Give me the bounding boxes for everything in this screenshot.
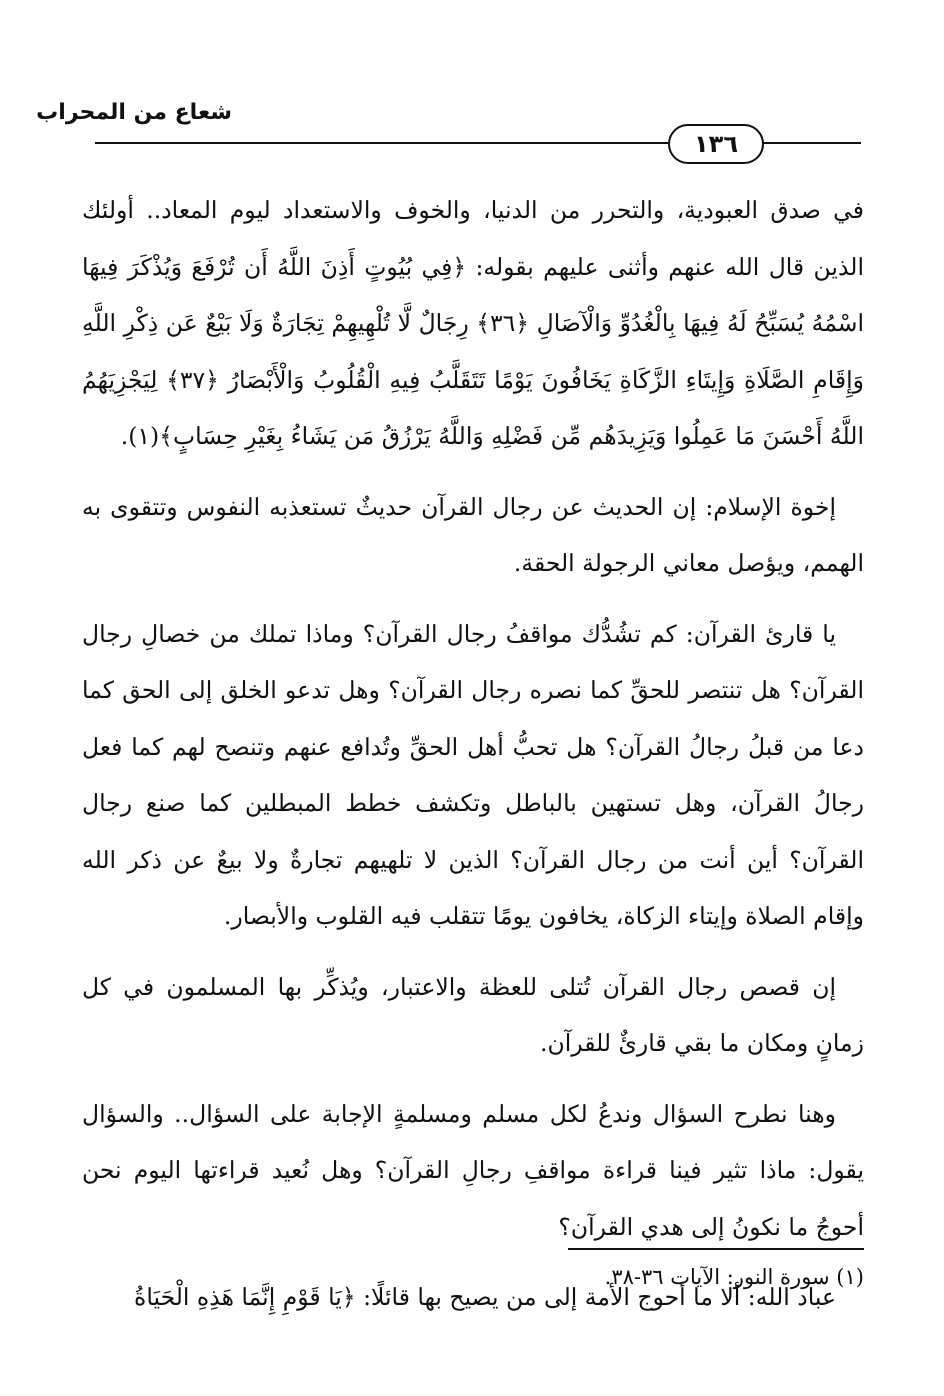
running-title: شعاع من المحراب	[36, 100, 232, 125]
paragraph-1-intro: في صدق العبودية، والتحرر من الدنيا، والخوف والاستعداد ليوم المعاد.. أولئك الذين قال الله عنهم وأثنى عليهم بقوله:	[82, 196, 864, 281]
footnote-reference: (١).	[120, 422, 160, 450]
paragraph-5: وهنا نطرح السؤال وندعُ لكل مسلم ومسلمةٍ الإجابة على السؤال.. والسؤال يقول: ماذا تثير فينا قراءة مواقفِ رجالِ القرآن؟ وهل نُعيد قراءتها اليوم نحن أحوجُ ما نكونُ إلى هدي القرآن؟	[82, 1099, 864, 1241]
body-text	[82, 182, 864, 1340]
page-number: ١٣٦	[668, 124, 764, 164]
quran-verse-quote: ﴿فِي بُيُوتٍ أَذِنَ اللَّهُ أَن تُرْفَعَ وَيُذْكَرَ فِيهَا اسْمُهُ يُسَبِّحُ لَهُ فِيهَا بِالْغُدُوِّ وَالْآصَالِ ﴿٣٦﴾ رِجَالٌ لَّا تُلْهِيهِمْ تِجَارَةٌ وَلَا بَيْعٌ عَن ذِكْرِ اللَّهِ وَإِقَامِ الصَّلَاةِ وَإِيتَاءِ الزَّكَاةِ يَخَافُونَ يَوْمًا تَتَقَلَّبُ فِيهِ الْقُلُوبُ وَالْأَبْصَارُ ﴿٣٧﴾ لِيَجْزِيَهُمُ اللَّهُ أَحْسَنَ مَا عَمِلُوا وَيَزِيدَهُم مِّن فَضْلِهِ وَاللَّهُ يَرْزُقُ مَن يَشَاءُ بِغَيْرِ حِسَابٍ﴾	[82, 252, 865, 450]
paragraph-2: إخوة الإسلام: إن الحديث عن رجال القرآن حديثٌ تستعذبه النفوس وتتقوى به الهمم، ويؤصل معاني الرجولة الحقة.	[82, 492, 864, 577]
paragraph-1	[82, 182, 864, 465]
paragraph-6-intro: عباد الله: ألا ما أحوج الأمة إلى من يصيح بها قائلًا:	[355, 1283, 836, 1311]
paragraph-4: إن قصص رجال القرآن تُتلى للعظة والاعتبار، ويُذكِّر بها المسلمون في كل زمانٍ ومكان ما بقي قارئٌ للقرآن.	[82, 972, 864, 1057]
quran-verse-quote-2: ﴿يَا قَوْمِ إِنَّمَا هَذِهِ الْحَيَاةُ	[134, 1283, 356, 1311]
footnote: (١) سورة النور: الآيات ٣٦-٣٨.	[604, 1265, 864, 1289]
paragraph-3: يا قارئ القرآن: كم تشُدُّك مواقفُ رجال القرآن؟ وماذا تملك من خصالِ رجال القرآن؟ هل تنتصر للحقِّ كما نصره رجال القرآن؟ وهل تدعو الخلق إلى الحق كما دعا من قبلُ رجالُ القرآن؟ هل تحبُّ أهل الحقِّ وتُدافع عنهم وتنصح لهم كما فعل رجالُ القرآن، وهل تستهين بالباطل وتكشف خطط المبطلين كما صنع رجال القرآن؟ أين أنت من رجال القرآن؟ الذين لا تلهيهم تجارةٌ ولا بيعٌ عن ذكر الله وإقام الصلاة وإيتاء الزكاة، يخافون يومًا تتقلب فيه القلوب والأبصار.	[82, 619, 864, 930]
footnote-rule	[568, 1248, 864, 1250]
